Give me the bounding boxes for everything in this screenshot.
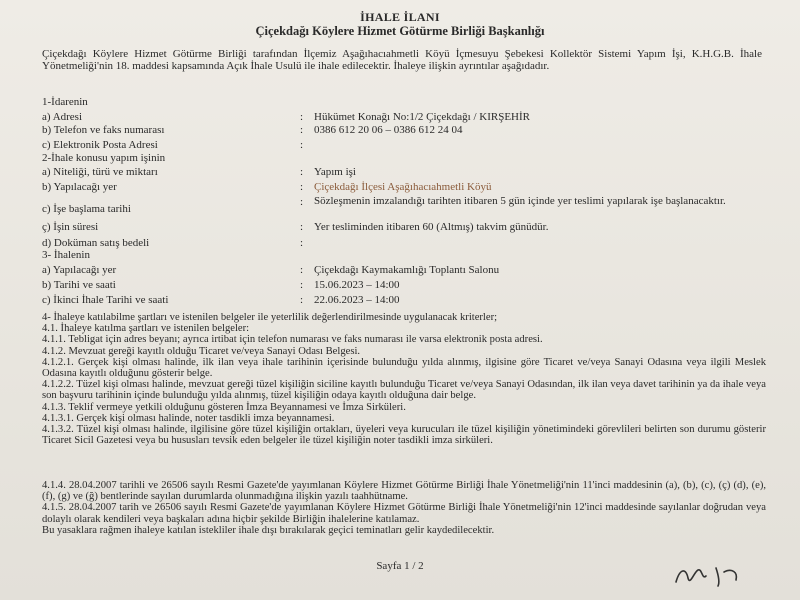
page-number: Sayfa 1 / 2 xyxy=(376,560,424,572)
section4-line: 4- İhaleye katılabilme şartları ve istenilen belgeler ile yeterlilik değerlendirilmesinde uygulanacak kriterler; xyxy=(42,312,498,323)
document-subtitle: Çiçekdağı Köylere Hizmet Götürme Birliği Başkanlığı xyxy=(255,24,545,38)
document-title: İHALE İLANI xyxy=(360,10,440,24)
section4-line: 4.1.2.2. Tüzel kişi olması halinde, mevzuat gereği tüzel kişiliğin siciline kayıtlı bulunduğu Ticaret ve/veya Sanayi Odasından, ilk ilan veya davet tarihinin ya da ihale veya son başvuru tarihinin içinde bulunduğu yılda alınmış, tüzel kişiliğin odaya kayıtlı olduğuna dair belge. xyxy=(42,379,766,402)
intro-paragraph: Çiçekdağı Köylere Hizmet Götürme Birliği tarafından İlçemiz Aşağıhacıahmetli Köyü İçmesuyu Şebekesi Kollektör Sistemi Yapım İşi, K.H.G.B. İhale Yönetmeliği'nin 18. maddesi kapsamında Açık İhale Usulü ile ihale edilecektir. İhaleye ilişkin ayrıntılar aşağıdadır. xyxy=(42,48,762,72)
signature-mark xyxy=(672,560,742,590)
section4-line: 4.1.2. Mevzuat gereği kayıtlı olduğu Ticaret ve/veya Sanayi Odası Belgesi. xyxy=(42,345,361,357)
section4-line: 4.1. İhaleye katılma şartları ve istenilen belgeler: xyxy=(42,323,250,335)
section4-line: 4.1.3.1. Gerçek kişi olması halinde, noter tasdikli imza beyannamesi. xyxy=(42,412,335,424)
section414-prohibitions xyxy=(42,480,766,536)
section414-line: 4.1.5. 28.04.2007 tarih ve 26506 sayılı Resmi Gazete'de yayımlanan Köylere Hizmet Götürme Birliği İhale Yönetmeliği'nin 12'inci maddesinde sayılanlar doğrudan veya dolaylı olarak kendileri veya başkaları adına hiçbir şekilde Birliğin ihalelerine katılamaz. xyxy=(42,502,766,525)
section414-line: 4.1.4. 28.04.2007 tarihli ve 26506 sayılı Resmi Gazete'de yayımlanan Köylere Hizmet Götürme Birliği İhale Yönetmeliği'nin 11'inci maddesinin (a), (b), (c), (ç) (d), (e), (f), (g) ve (ğ) bentlerinde sayılan durumlarda olunmadığına ilişkin yazılı taahhütname. xyxy=(42,480,766,503)
section4-line: 4.1.3.2. Tüzel kişi olması halinde, ilgilisine göre tüzel kişiliğin ortakları, üyeleri veya kurucuları ile tüzel kişiliğin yönetimindeki görevlileri belirten son durumu gösterir Ticaret Sicil Gazetesi veya bu hususları tevsik eden belgeler ile tüzel kişiliğin noter tasdikli imza sirküleri. xyxy=(42,424,766,447)
section4-line: 4.1.2.1. Gerçek kişi olması halinde, ilk ilan veya ihale tarihinin içerisinde bulunduğu yılda alınmış, ilgisine göre Ticaret ve/veya Sanayi Odasına veya ilgili Meslek Odasına kayıtlı olduğunu gösterir belge. xyxy=(42,356,766,380)
section4-requirements xyxy=(42,312,766,446)
section414-line: Bu yasaklara rağmen ihaleye katılan istekliler ihale dışı bırakılarak geçici teminatları gelir kaydedilecektir. xyxy=(42,524,495,536)
section4-line: 4.1.3. Teklif vermeye yetkili olduğunu gösteren İmza Beyannamesi ve İmza Sirküleri. xyxy=(42,401,406,413)
document-page: İHALE İLANI Çiçekdağı Köylere Hizmet Götürme Birliği Başkanlığı Çiçekdağı Köylere Hizmet Götürme Birliği tarafından İlçemiz Aşağıhacıahmetli Köyü İçmesuyu Şebekesi Kollektör Sistemi Yapım İşi, K.H.G.B. İhale Yönetmeliği'nin 18. maddesi kapsamında Açık İhale Usulü ile ihale edilecektir. İhaleye ilişkin ayrıntılar aşağıdadır. 1-İdarenin a) Adresi : Hükümet Konağı No:1/2 Çiçekdağı / KIRŞEHİR b) Telefon ve faks numarası : 0386 612 20 06 – 0386 612 24 04 c) Elektronik Posta Adresi : 2-İhale konusu yapım işinin a) Niteliği, türü ve miktarı : Yapım işi b) Yapılacağı yer : Çiçekdağı İlçesi Aşağıhacıahmetli Köyü c) İşe başlama tarihi : Sözleşmenin imzalandığı tarihten itibaren 5 gün içinde yer teslimi yapılarak işe başlanacaktır. ç) İşin süresi : Yer tesliminden itibaren 60 (Altmış) takvim günüdür. d) Doküman satış bedeli : 3- İhalenin a) Yapılacağı yer : Çiçekdağı Kaymakamlığı Toplantı Salonu b) Tarihi ve saati : 15.06.2023 – 14:00 c) İkinci İhale Tarihi ve saati : 22.06.2023 – 14:00 4- İhaleye katılabilme şartları ve istenilen belgeler ile yeterlilik değerlendirilmesinde uygulanacak kriterler; 4.1. İhaleye katılma şartları ve istenilen belgeler: 4.1.1. Tebligat için adres beyanı; ayrıca irtibat için telefon numarası ve faks numarası ile varsa elektronik posta adresi. 4.1.2. Mevzuat gereği kayıtlı olduğu Ticaret ve/veya Sanayi Odası Belgesi. 4.1.2.1. Gerçek kişi olması halinde, ilk ilan veya ihale tarihinin içerisinde bulunduğu yılda alınmış, ilgisine göre Ticaret ve/veya Sanayi Odasına veya ilgili Meslek Odasına kayıtlı olduğunu gösterir belge. 4.1.2.2. Tüzel kişi olması halinde, mevzuat gereği tüzel kişiliğin siciline kayıtlı bulunduğu Ticaret ve/veya Sanayi Odasından, ilk ilan veya davet tarihinin ya da ihale veya son başvuru tarihinin içinde bulunduğu yılda alınmış, tüzel kişiliğin odaya kayıtlı olduğuna dair belge. 4.1.3. Teklif vermeye yetkili olduğunu gösteren İmza Beyannamesi ve İmza Sirküleri. 4.1.3.1. Gerçek kişi olması halinde, noter tasdikli imza beyannamesi. 4.1.3.2. Tüzel kişi olması halinde, ilgilisine göre tüzel kişiliğin ortakları, üyeleri veya kurucuları ile tüzel kişiliğin yönetimindeki görevlileri belirten son durumu gösterir Ticaret Sicil Gazetesi veya bu hususları tevsik eden belgeler ile tüzel kişiliğin noter tasdikli imza sirküleri. 4.1.4. 28.04.2007 tarihli ve 26506 sayılı Resmi Gazete'de yayımlanan Köylere Hizmet Götürme Birliği İhale Yönetmeliği'nin 11'inci maddesinin (a), (b), (c), (ç) (d), (e), (f), (g) ve (ğ) bentlerinde sayılan durumlarda olunmadığına ilişkin yazılı taahhütname. 4.1.5. 28.04.2007 tarih ve 26506 sayılı Resmi Gazete'de yayımlanan Köylere Hizmet Götürme Birliği İhale Yönetmeliği'nin 12'inci maddesinde sayılanlar doğrudan veya dolaylı olarak kendileri veya başkaları adına hiçbir şekilde Birliğin ihalelerine katılamaz. Bu yasaklara rağmen ihaleye katılan istekliler ihale dışı bırakılarak geçici teminatları gelir kaydedilecektir. Sayfa 1 / 2 xyxy=(0,0,800,600)
section4-line: 4.1.1. Tebligat için adres beyanı; ayrıca irtibat için telefon numarası ve faks numarası ile varsa elektronik posta adresi. xyxy=(42,334,543,346)
